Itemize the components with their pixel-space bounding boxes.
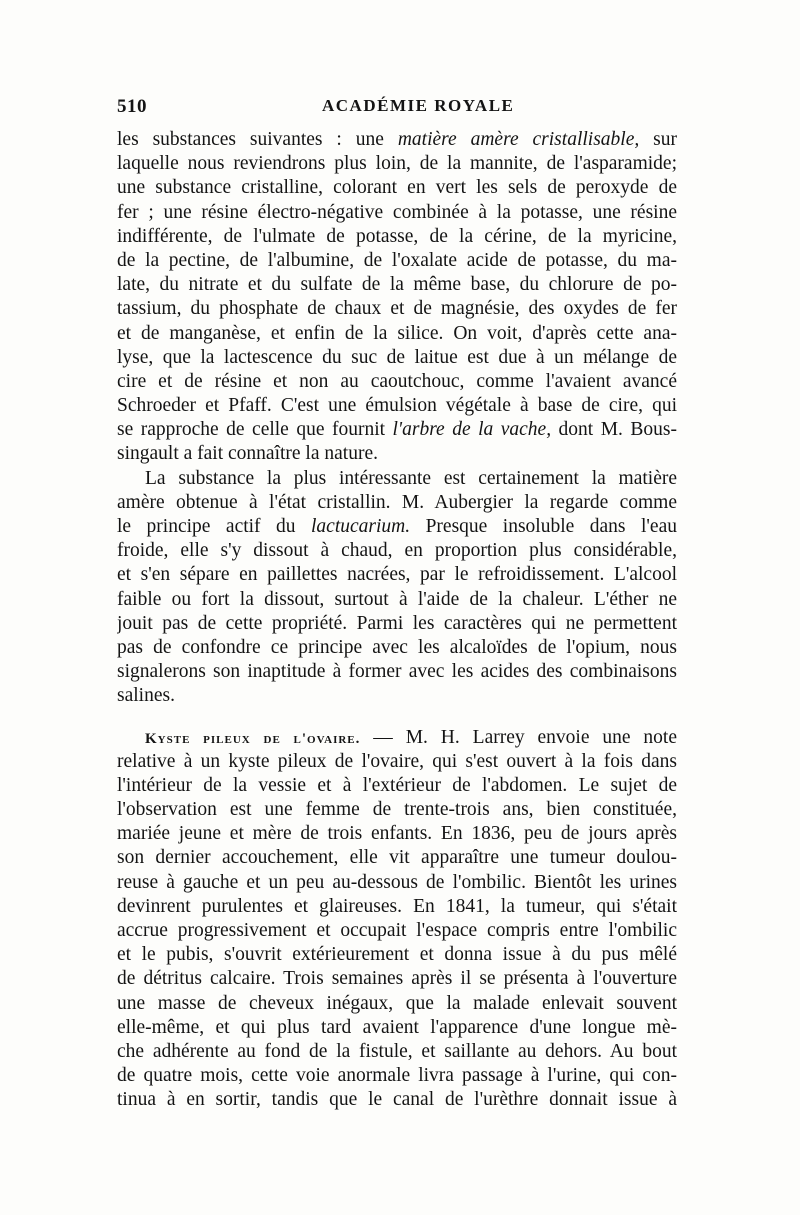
running-title: ACADÉMIE ROYALE [322,96,515,115]
text-line: les substances suivantes : une matière amère cristallisable, sur [117,129,677,150]
text-line: Schroeder et Pfaff. C'est une émulsion végétale à base de cire, qui [117,395,677,417]
text-line: signalerons son inaptitude à former avec les acides des combinaisons [117,661,677,683]
italic-term: matière amère cristallisable, [397,129,640,150]
body-text [117,128,677,1113]
text-line: devinrent purulentes et glaireuses. En 1841, la tumeur, qui s'était [117,895,677,917]
text-line: reuse à gauche et un peu au-dessous de l'ombilic. Bientôt les urines [117,871,677,893]
text-line: et le pubis, s'ouvrit extérieurement et donna issue à du pus mêlé [117,944,677,966]
text-line: de quatre mois, cette voie anormale livra passage à l'urine, qui con- [117,1065,677,1087]
text-line: et s'en sépare en paillettes nacrées, par le refroidissement. L'alcool [117,564,677,586]
paragraph-gap [117,709,677,726]
text-line: l'observation est une femme de trente-trois ans, bien constituée, [117,799,677,821]
section-heading: Kyste pileux de l'ovaire. [145,730,361,747]
text-line: che adhérente au fond de la fistule, et saillante au dehors. Au bout [117,1040,677,1062]
text-line: lyse, que la lactescence du suc de laitue est due à un mélange de [117,346,677,368]
text-line: de détritus calcaire. Trois semaines après il se présenta à l'ouverture [117,968,677,990]
text-line: mariée jeune et mère de trois enfants. En 1836, peu de jours après [117,823,677,845]
text-line: tinua à en sortir, tandis que le canal de l'urèthre donnait issue à [117,1089,677,1111]
italic-term: l'arbre de la vache, [392,419,552,441]
running-header [117,96,677,124]
italic-term: lactucarium. [311,516,411,537]
text-line: une substance cristalline, colorant en vert les sels de peroxyde de [117,177,677,199]
text-line: le principe actif du lactucarium. Presque insoluble dans l'eau [117,516,677,537]
text-line: jouit pas de cette propriété. Parmi les caractères qui ne permettent [117,612,677,634]
text-line: et de manganèse, et enfin de la silice. On voit, d'après cette ana- [117,322,677,344]
text-line: amère obtenue à l'état cristallin. M. Aubergier la regarde comme [117,491,677,513]
text-line: cire et de résine et non au caoutchouc, comme l'avaient avancé [117,370,677,392]
text-line: son dernier accouchement, elle vit apparaître une tumeur doulou- [117,847,677,869]
text-line: accrue progressivement et occupait l'espace compris entre l'ombilic [117,920,677,941]
text-line: indifférente, de l'ulmate de potasse, de la cérine, de la myricine, [117,225,677,247]
page-number: 510 [117,96,147,117]
text-line: fer ; une résine électro-négative combinée à la potasse, une résine [117,201,677,223]
text-line: La substance la plus intéressante est certainement la matière [145,467,677,489]
text-line: relative à un kyste pileux de l'ovaire, qui s'est ouvert à la fois dans [117,750,677,772]
text-line: faible ou fort la dissout, surtout à l'aide de la chaleur. L'éther ne [117,588,677,610]
text-line: salines. [117,685,175,707]
text-line: une masse de cheveux inégaux, que la malade enlevait souvent [117,992,677,1014]
text-line: de la pectine, de l'albumine, de l'oxalate acide de potasse, du ma- [117,249,677,271]
text-line: late, du nitrate et du sulfate de la même base, du chlorure de po- [117,274,677,296]
text-line: l'intérieur de la vessie et à l'extérieur de l'abdomen. Le sujet de [117,774,677,796]
text-line: se rapproche de celle que fournit l'arbre de la vache, dont M. Bous- [117,419,677,441]
text-line: pas de confondre ce principe avec les alcaloïdes de l'opium, nous [117,636,677,658]
text-line: tassium, du phosphate de chaux et de magnésie, des oxydes de fer [117,298,677,320]
text-line: froide, elle s'y dissout à chaud, en proportion plus considérable, [117,540,677,562]
text-line: Kyste pileux de l'ovaire. — M. H. Larrey envoie une note [145,726,677,748]
text-line: laquelle nous reviendrons plus loin, de la mannite, de l'asparamide; [117,153,677,175]
text-line: singault a fait connaître la nature. [117,443,378,465]
text-line: elle-même, et qui plus tard avaient l'apparence d'une longue mè- [117,1016,677,1038]
